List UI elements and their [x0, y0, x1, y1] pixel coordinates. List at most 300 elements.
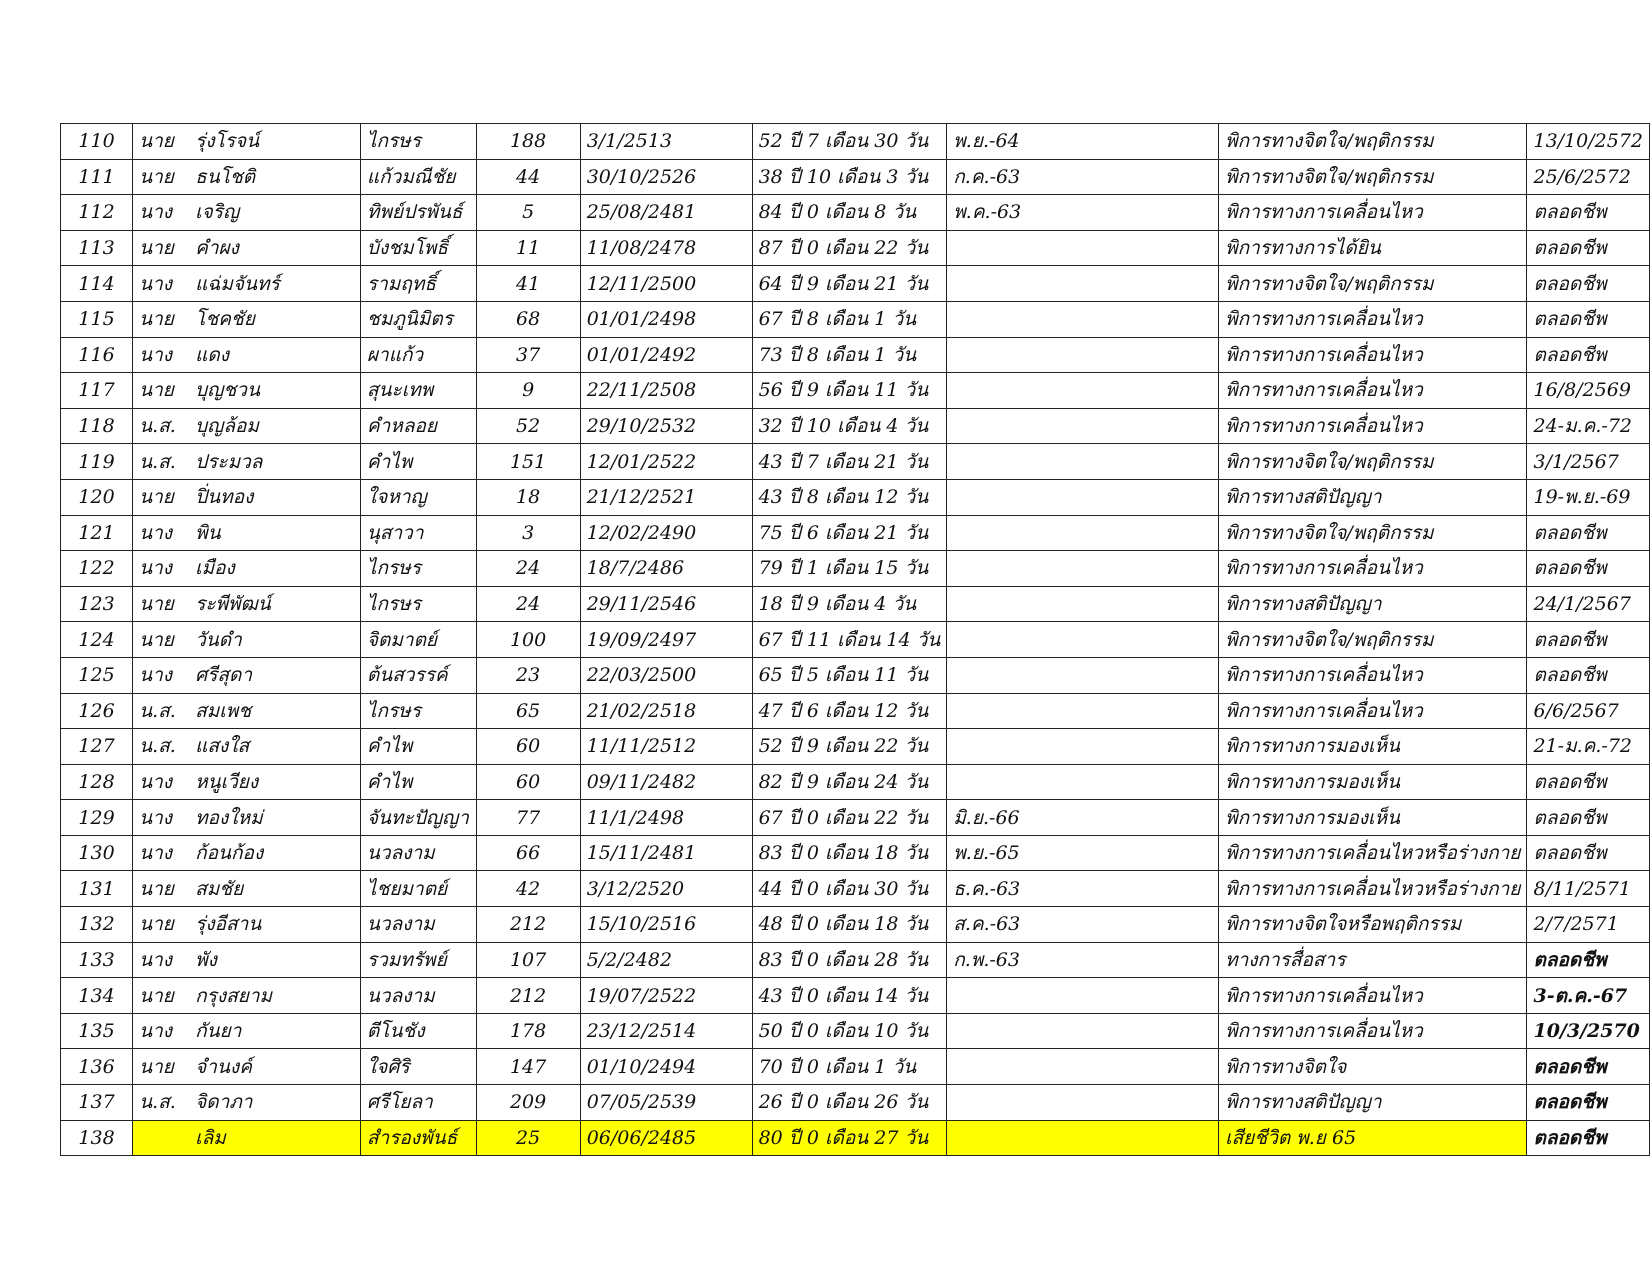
house-number-cell: 68 — [476, 301, 580, 337]
name-cell — [133, 515, 361, 551]
name-cell — [133, 195, 361, 231]
birth-date-cell: 06/06/2485 — [580, 1120, 752, 1156]
name-cell — [133, 942, 361, 978]
name-cell — [133, 1085, 361, 1121]
name-prefix: น.ส. — [139, 415, 176, 438]
name-prefix: นาง — [139, 770, 173, 793]
age-cell: 83 ปี 0 เดือน 28 วัน — [752, 942, 947, 978]
card-expiry-cell: 2/7/2571 — [1527, 907, 1650, 943]
first-name: กรุงสยาม — [195, 984, 273, 1007]
age-cell: 70 ปี 0 เดือน 1 วัน — [752, 1049, 947, 1085]
last-name-cell: ไกรษร — [360, 586, 476, 622]
card-expiry-cell: ตลอดชีพ — [1527, 657, 1650, 693]
name-cell — [133, 764, 361, 800]
table-row — [61, 551, 1650, 587]
card-expiry-cell: 24-ม.ค.-72 — [1527, 408, 1650, 444]
card-expiry-cell: 19-พ.ย.-69 — [1527, 479, 1650, 515]
disability-type-cell: พิการทางการมองเห็น — [1219, 729, 1527, 765]
row-number-cell: 113 — [61, 230, 133, 266]
first-name: สมชัย — [195, 877, 244, 900]
row-number-cell: 134 — [61, 978, 133, 1014]
disability-type-cell: พิการทางการได้ยิน — [1219, 230, 1527, 266]
first-name: แฉ่มจันทร์ — [195, 272, 280, 295]
last-name-cell: จันทะปัญญา — [360, 800, 476, 836]
name-prefix: นาง — [139, 521, 173, 544]
table-row — [61, 978, 1650, 1014]
name-prefix: นาย — [139, 1055, 174, 1078]
table-row — [61, 764, 1650, 800]
disability-type-cell: พิการทางจิตใจ/พฤติกรรม — [1219, 266, 1527, 302]
row-number-cell: 122 — [61, 551, 133, 587]
name-cell — [133, 373, 361, 409]
first-name: แสงใส — [195, 735, 250, 758]
registration-month-cell: ส.ค.-63 — [947, 907, 1219, 943]
card-expiry-cell: ตลอดชีพ — [1527, 515, 1650, 551]
first-name: คำผง — [195, 237, 239, 260]
disability-type-cell: ทางการสื่อสาร — [1219, 942, 1527, 978]
disability-type-cell: เสียชีวิต พ.ย 65 — [1219, 1120, 1527, 1156]
row-number-cell: 133 — [61, 942, 133, 978]
age-cell: 18 ปี 9 เดือน 4 วัน — [752, 586, 947, 622]
age-cell: 52 ปี 7 เดือน 30 วัน — [752, 124, 947, 160]
name-cell — [133, 1049, 361, 1085]
house-number-cell: 25 — [476, 1120, 580, 1156]
house-number-cell: 24 — [476, 586, 580, 622]
house-number-cell: 209 — [476, 1085, 580, 1121]
row-number-cell: 135 — [61, 1013, 133, 1049]
birth-date-cell: 12/02/2490 — [580, 515, 752, 551]
row-number-cell: 112 — [61, 195, 133, 231]
last-name-cell: นุสาวา — [360, 515, 476, 551]
name-prefix: นาย — [139, 165, 174, 188]
house-number-cell: 52 — [476, 408, 580, 444]
name-prefix: นาย — [139, 308, 174, 331]
house-number-cell: 42 — [476, 871, 580, 907]
birth-date-cell: 01/10/2494 — [580, 1049, 752, 1085]
registration-month-cell — [947, 1049, 1219, 1085]
row-number-cell: 117 — [61, 373, 133, 409]
name-cell — [133, 337, 361, 373]
name-prefix: นาย — [139, 877, 174, 900]
house-number-cell: 147 — [476, 1049, 580, 1085]
birth-date-cell: 12/11/2500 — [580, 266, 752, 302]
disability-type-cell: พิการทางการเคลื่อนไหวหรือร่างกาย — [1219, 871, 1527, 907]
registration-month-cell: ธ.ค.-63 — [947, 871, 1219, 907]
birth-date-cell: 12/01/2522 — [580, 444, 752, 480]
registration-month-cell — [947, 657, 1219, 693]
table-row — [61, 301, 1650, 337]
row-number-cell: 128 — [61, 764, 133, 800]
row-number-cell: 127 — [61, 729, 133, 765]
row-number-cell: 123 — [61, 586, 133, 622]
disability-type-cell: พิการทางสติปัญญา — [1219, 479, 1527, 515]
row-number-cell: 118 — [61, 408, 133, 444]
house-number-cell: 212 — [476, 978, 580, 1014]
name-cell — [133, 657, 361, 693]
card-expiry-cell: ตลอดชีพ — [1527, 800, 1650, 836]
last-name-cell: ใจศิริ — [360, 1049, 476, 1085]
birth-date-cell: 29/10/2532 — [580, 408, 752, 444]
table-row — [61, 159, 1650, 195]
first-name: เจริญ — [195, 201, 240, 224]
disability-type-cell: พิการทางจิตใจหรือพฤติกรรม — [1219, 907, 1527, 943]
age-cell: 38 ปี 10 เดือน 3 วัน — [752, 159, 947, 195]
table-row — [61, 479, 1650, 515]
birth-date-cell: 21/12/2521 — [580, 479, 752, 515]
card-expiry-cell: 24/1/2567 — [1527, 586, 1650, 622]
name-cell — [133, 444, 361, 480]
table-row — [61, 800, 1650, 836]
age-cell: 43 ปี 7 เดือน 21 วัน — [752, 444, 947, 480]
registration-month-cell — [947, 551, 1219, 587]
row-number-cell: 136 — [61, 1049, 133, 1085]
name-prefix: น.ส. — [139, 1091, 176, 1114]
table-row — [61, 835, 1650, 871]
name-prefix: นาง — [139, 664, 173, 687]
first-name: รุ่งอีสาน — [195, 913, 262, 936]
disability-type-cell: พิการทางการมองเห็น — [1219, 800, 1527, 836]
registration-month-cell — [947, 373, 1219, 409]
card-expiry-cell: 16/8/2569 — [1527, 373, 1650, 409]
table-row — [61, 907, 1650, 943]
house-number-cell: 37 — [476, 337, 580, 373]
card-expiry-cell: 8/11/2571 — [1527, 871, 1650, 907]
row-number-cell: 131 — [61, 871, 133, 907]
house-number-cell: 9 — [476, 373, 580, 409]
registration-month-cell: มิ.ย.-66 — [947, 800, 1219, 836]
table-row — [61, 693, 1650, 729]
last-name-cell: ต้นสวรรค์ — [360, 657, 476, 693]
row-number-cell: 120 — [61, 479, 133, 515]
age-cell: 67 ปี 8 เดือน 1 วัน — [752, 301, 947, 337]
disability-registry-table — [60, 123, 1650, 1156]
disability-type-cell: พิการทางจิตใจ/พฤติกรรม — [1219, 124, 1527, 160]
name-prefix: นาย — [139, 913, 174, 936]
row-number-cell: 116 — [61, 337, 133, 373]
last-name-cell: ไกรษร — [360, 693, 476, 729]
first-name: ศรีสุดา — [195, 664, 252, 687]
card-expiry-cell: ตลอดชีพ — [1527, 1049, 1650, 1085]
row-number-cell: 124 — [61, 622, 133, 658]
name-prefix: นาย — [139, 628, 174, 651]
first-name: ธนโชติ — [195, 165, 256, 188]
house-number-cell: 107 — [476, 942, 580, 978]
registration-month-cell: พ.ย.-64 — [947, 124, 1219, 160]
last-name-cell: นวลงาม — [360, 835, 476, 871]
disability-type-cell: พิการทางจิตใจ — [1219, 1049, 1527, 1085]
table-row — [61, 195, 1650, 231]
last-name-cell: นวลงาม — [360, 907, 476, 943]
house-number-cell: 188 — [476, 124, 580, 160]
name-prefix: นาง — [139, 1020, 173, 1043]
house-number-cell: 44 — [476, 159, 580, 195]
table-row — [61, 1049, 1650, 1085]
birth-date-cell: 29/11/2546 — [580, 586, 752, 622]
table-row — [61, 729, 1650, 765]
first-name: บุญชวน — [195, 379, 260, 402]
last-name-cell: จิตมาตย์ — [360, 622, 476, 658]
name-cell — [133, 871, 361, 907]
age-cell: 67 ปี 0 เดือน 22 วัน — [752, 800, 947, 836]
name-prefix: นาง — [139, 842, 173, 865]
disability-type-cell: พิการทางการเคลื่อนไหวหรือร่างกาย — [1219, 835, 1527, 871]
name-cell — [133, 693, 361, 729]
last-name-cell: ศรีโยลา — [360, 1085, 476, 1121]
first-name: รุ่งโรจน์ — [195, 130, 260, 153]
registration-month-cell — [947, 1085, 1219, 1121]
name-prefix: นาง — [139, 557, 173, 580]
table-row — [61, 657, 1650, 693]
table-row — [61, 230, 1650, 266]
last-name-cell: คำไพ — [360, 444, 476, 480]
house-number-cell: 23 — [476, 657, 580, 693]
house-number-cell: 100 — [476, 622, 580, 658]
house-number-cell: 178 — [476, 1013, 580, 1049]
age-cell: 80 ปี 0 เดือน 27 วัน — [752, 1120, 947, 1156]
house-number-cell: 151 — [476, 444, 580, 480]
first-name: สมเพช — [195, 699, 252, 722]
disability-type-cell: พิการทางการเคลื่อนไหว — [1219, 195, 1527, 231]
house-number-cell: 65 — [476, 693, 580, 729]
disability-type-cell: พิการทางสติปัญญา — [1219, 586, 1527, 622]
last-name-cell: ทิพย์ปรพันธ์ — [360, 195, 476, 231]
last-name-cell: ตีโนชัง — [360, 1013, 476, 1049]
card-expiry-cell: ตลอดชีพ — [1527, 622, 1650, 658]
age-cell: 65 ปี 5 เดือน 11 วัน — [752, 657, 947, 693]
table-row — [61, 408, 1650, 444]
age-cell: 64 ปี 9 เดือน 21 วัน — [752, 266, 947, 302]
age-cell: 84 ปี 0 เดือน 8 วัน — [752, 195, 947, 231]
last-name-cell: คำไพ — [360, 764, 476, 800]
registration-month-cell — [947, 693, 1219, 729]
name-prefix: นาย — [139, 984, 174, 1007]
first-name: จิดาภา — [195, 1091, 253, 1114]
house-number-cell: 41 — [476, 266, 580, 302]
card-expiry-cell: ตลอดชีพ — [1527, 266, 1650, 302]
name-cell — [133, 800, 361, 836]
registration-month-cell — [947, 444, 1219, 480]
first-name: ทองใหม่ — [195, 806, 263, 829]
row-number-cell: 115 — [61, 301, 133, 337]
first-name: ปิ่นทอง — [195, 486, 254, 509]
registration-month-cell: ก.พ.-63 — [947, 942, 1219, 978]
card-expiry-cell: ตลอดชีพ — [1527, 835, 1650, 871]
age-cell: 26 ปี 0 เดือน 26 วัน — [752, 1085, 947, 1121]
registration-month-cell — [947, 729, 1219, 765]
name-prefix: นาง — [139, 343, 173, 366]
card-expiry-cell: 13/10/2572 — [1527, 124, 1650, 160]
house-number-cell: 60 — [476, 764, 580, 800]
birth-date-cell: 22/11/2508 — [580, 373, 752, 409]
registration-month-cell — [947, 479, 1219, 515]
house-number-cell: 3 — [476, 515, 580, 551]
table-row — [61, 942, 1650, 978]
house-number-cell: 77 — [476, 800, 580, 836]
name-cell — [133, 551, 361, 587]
card-expiry-cell: 10/3/2570 — [1527, 1013, 1650, 1049]
card-expiry-cell: ตลอดชีพ — [1527, 230, 1650, 266]
registration-month-cell — [947, 1013, 1219, 1049]
registration-month-cell — [947, 515, 1219, 551]
name-cell — [133, 835, 361, 871]
name-cell — [133, 907, 361, 943]
disability-type-cell: พิการทางการเคลื่อนไหว — [1219, 337, 1527, 373]
last-name-cell: ชมภูนิมิตร — [360, 301, 476, 337]
age-cell: 50 ปี 0 เดือน 10 วัน — [752, 1013, 947, 1049]
name-prefix: น.ส. — [139, 699, 176, 722]
house-number-cell: 18 — [476, 479, 580, 515]
registration-month-cell — [947, 337, 1219, 373]
first-name: หนูเวียง — [195, 770, 259, 793]
table-row — [61, 515, 1650, 551]
first-name: วันดำ — [195, 628, 242, 651]
house-number-cell: 11 — [476, 230, 580, 266]
last-name-cell: รามฤทธิ์ — [360, 266, 476, 302]
age-cell: 43 ปี 0 เดือน 14 วัน — [752, 978, 947, 1014]
last-name-cell: นวลงาม — [360, 978, 476, 1014]
table-row — [61, 444, 1650, 480]
age-cell: 73 ปี 8 เดือน 1 วัน — [752, 337, 947, 373]
house-number-cell: 212 — [476, 907, 580, 943]
age-cell: 83 ปี 0 เดือน 18 วัน — [752, 835, 947, 871]
age-cell: 67 ปี 11 เดือน 14 วัน — [752, 622, 947, 658]
age-cell: 56 ปี 9 เดือน 11 วัน — [752, 373, 947, 409]
birth-date-cell: 3/12/2520 — [580, 871, 752, 907]
row-number-cell: 119 — [61, 444, 133, 480]
row-number-cell: 111 — [61, 159, 133, 195]
name-cell — [133, 479, 361, 515]
birth-date-cell: 11/1/2498 — [580, 800, 752, 836]
disability-type-cell: พิการทางการเคลื่อนไหว — [1219, 657, 1527, 693]
card-expiry-cell: ตลอดชีพ — [1527, 195, 1650, 231]
name-prefix: นาง — [139, 201, 173, 224]
card-expiry-cell: 3-ต.ค.-67 — [1527, 978, 1650, 1014]
card-expiry-cell: ตลอดชีพ — [1527, 301, 1650, 337]
first-name: จำนงค์ — [195, 1055, 252, 1078]
registration-month-cell — [947, 622, 1219, 658]
disability-type-cell: พิการทางการเคลื่อนไหว — [1219, 551, 1527, 587]
registration-month-cell — [947, 586, 1219, 622]
name-prefix: นาย — [139, 486, 174, 509]
first-name: พัง — [195, 948, 217, 971]
first-name: ประมวล — [195, 450, 263, 473]
row-number-cell: 110 — [61, 124, 133, 160]
disability-type-cell: พิการทางการเคลื่อนไหว — [1219, 301, 1527, 337]
registration-month-cell — [947, 1120, 1219, 1156]
name-prefix: นาย — [139, 379, 174, 402]
birth-date-cell: 15/11/2481 — [580, 835, 752, 871]
card-expiry-cell: 25/6/2572 — [1527, 159, 1650, 195]
table-row — [61, 266, 1650, 302]
table-row — [61, 586, 1650, 622]
row-number-cell: 129 — [61, 800, 133, 836]
registration-month-cell — [947, 266, 1219, 302]
row-number-cell: 125 — [61, 657, 133, 693]
card-expiry-cell: 21-ม.ค.-72 — [1527, 729, 1650, 765]
birth-date-cell: 18/7/2486 — [580, 551, 752, 587]
birth-date-cell: 19/07/2522 — [580, 978, 752, 1014]
first-name: ก้อนก้อง — [195, 842, 264, 865]
table-row — [61, 337, 1650, 373]
registration-month-cell — [947, 408, 1219, 444]
row-number-cell: 132 — [61, 907, 133, 943]
name-cell — [133, 1120, 361, 1156]
registration-month-cell: พ.ย.-65 — [947, 835, 1219, 871]
disability-type-cell: พิการทางการเคลื่อนไหว — [1219, 693, 1527, 729]
birth-date-cell: 11/08/2478 — [580, 230, 752, 266]
disability-type-cell: พิการทางสติปัญญา — [1219, 1085, 1527, 1121]
last-name-cell: แก้วมณีชัย — [360, 159, 476, 195]
table-row — [61, 622, 1650, 658]
birth-date-cell: 01/01/2492 — [580, 337, 752, 373]
birth-date-cell: 22/03/2500 — [580, 657, 752, 693]
birth-date-cell: 5/2/2482 — [580, 942, 752, 978]
name-prefix: นาย — [139, 593, 174, 616]
house-number-cell: 60 — [476, 729, 580, 765]
age-cell: 47 ปี 6 เดือน 12 วัน — [752, 693, 947, 729]
card-expiry-cell: ตลอดชีพ — [1527, 337, 1650, 373]
table-row — [61, 1120, 1650, 1156]
first-name: แดง — [195, 343, 229, 366]
birth-date-cell: 15/10/2516 — [580, 907, 752, 943]
disability-type-cell: พิการทางจิตใจ/พฤติกรรม — [1219, 444, 1527, 480]
last-name-cell: ผาแก้ว — [360, 337, 476, 373]
registration-month-cell — [947, 230, 1219, 266]
name-prefix: น.ส. — [139, 735, 176, 758]
name-cell — [133, 124, 361, 160]
first-name: โชคชัย — [195, 308, 255, 331]
table-row — [61, 1013, 1650, 1049]
house-number-cell: 5 — [476, 195, 580, 231]
card-expiry-cell: ตลอดชีพ — [1527, 1085, 1650, 1121]
first-name: บุญล้อม — [195, 415, 259, 438]
registration-month-cell: พ.ค.-63 — [947, 195, 1219, 231]
name-cell — [133, 230, 361, 266]
birth-date-cell: 19/09/2497 — [580, 622, 752, 658]
table-body — [61, 124, 1650, 1156]
age-cell: 44 ปี 0 เดือน 30 วัน — [752, 871, 947, 907]
name-prefix: นาง — [139, 272, 173, 295]
name-cell — [133, 586, 361, 622]
card-expiry-cell: 3/1/2567 — [1527, 444, 1650, 480]
disability-type-cell: พิการทางการเคลื่อนไหว — [1219, 1013, 1527, 1049]
table-row — [61, 1085, 1650, 1121]
card-expiry-cell: 6/6/2567 — [1527, 693, 1650, 729]
first-name: กันยา — [195, 1020, 242, 1043]
last-name-cell: รวมทรัพย์ — [360, 942, 476, 978]
disability-type-cell: พิการทางจิตใจ/พฤติกรรม — [1219, 515, 1527, 551]
birth-date-cell: 07/05/2539 — [580, 1085, 752, 1121]
last-name-cell: บังชมโพธิ์ — [360, 230, 476, 266]
name-prefix: นาง — [139, 806, 173, 829]
card-expiry-cell: ตลอดชีพ — [1527, 942, 1650, 978]
row-number-cell: 121 — [61, 515, 133, 551]
birth-date-cell: 01/01/2498 — [580, 301, 752, 337]
first-name: ระพีพัฒน์ — [195, 593, 271, 616]
registration-month-cell: ก.ค.-63 — [947, 159, 1219, 195]
first-name: เลิม — [195, 1126, 226, 1149]
name-cell — [133, 1013, 361, 1049]
birth-date-cell: 23/12/2514 — [580, 1013, 752, 1049]
birth-date-cell: 3/1/2513 — [580, 124, 752, 160]
age-cell: 32 ปี 10 เดือน 4 วัน — [752, 408, 947, 444]
name-prefix: น.ส. — [139, 450, 176, 473]
name-cell — [133, 301, 361, 337]
last-name-cell: ใจหาญ — [360, 479, 476, 515]
last-name-cell: ไกรษร — [360, 124, 476, 160]
age-cell: 82 ปี 9 เดือน 24 วัน — [752, 764, 947, 800]
name-prefix: นาย — [139, 130, 174, 153]
